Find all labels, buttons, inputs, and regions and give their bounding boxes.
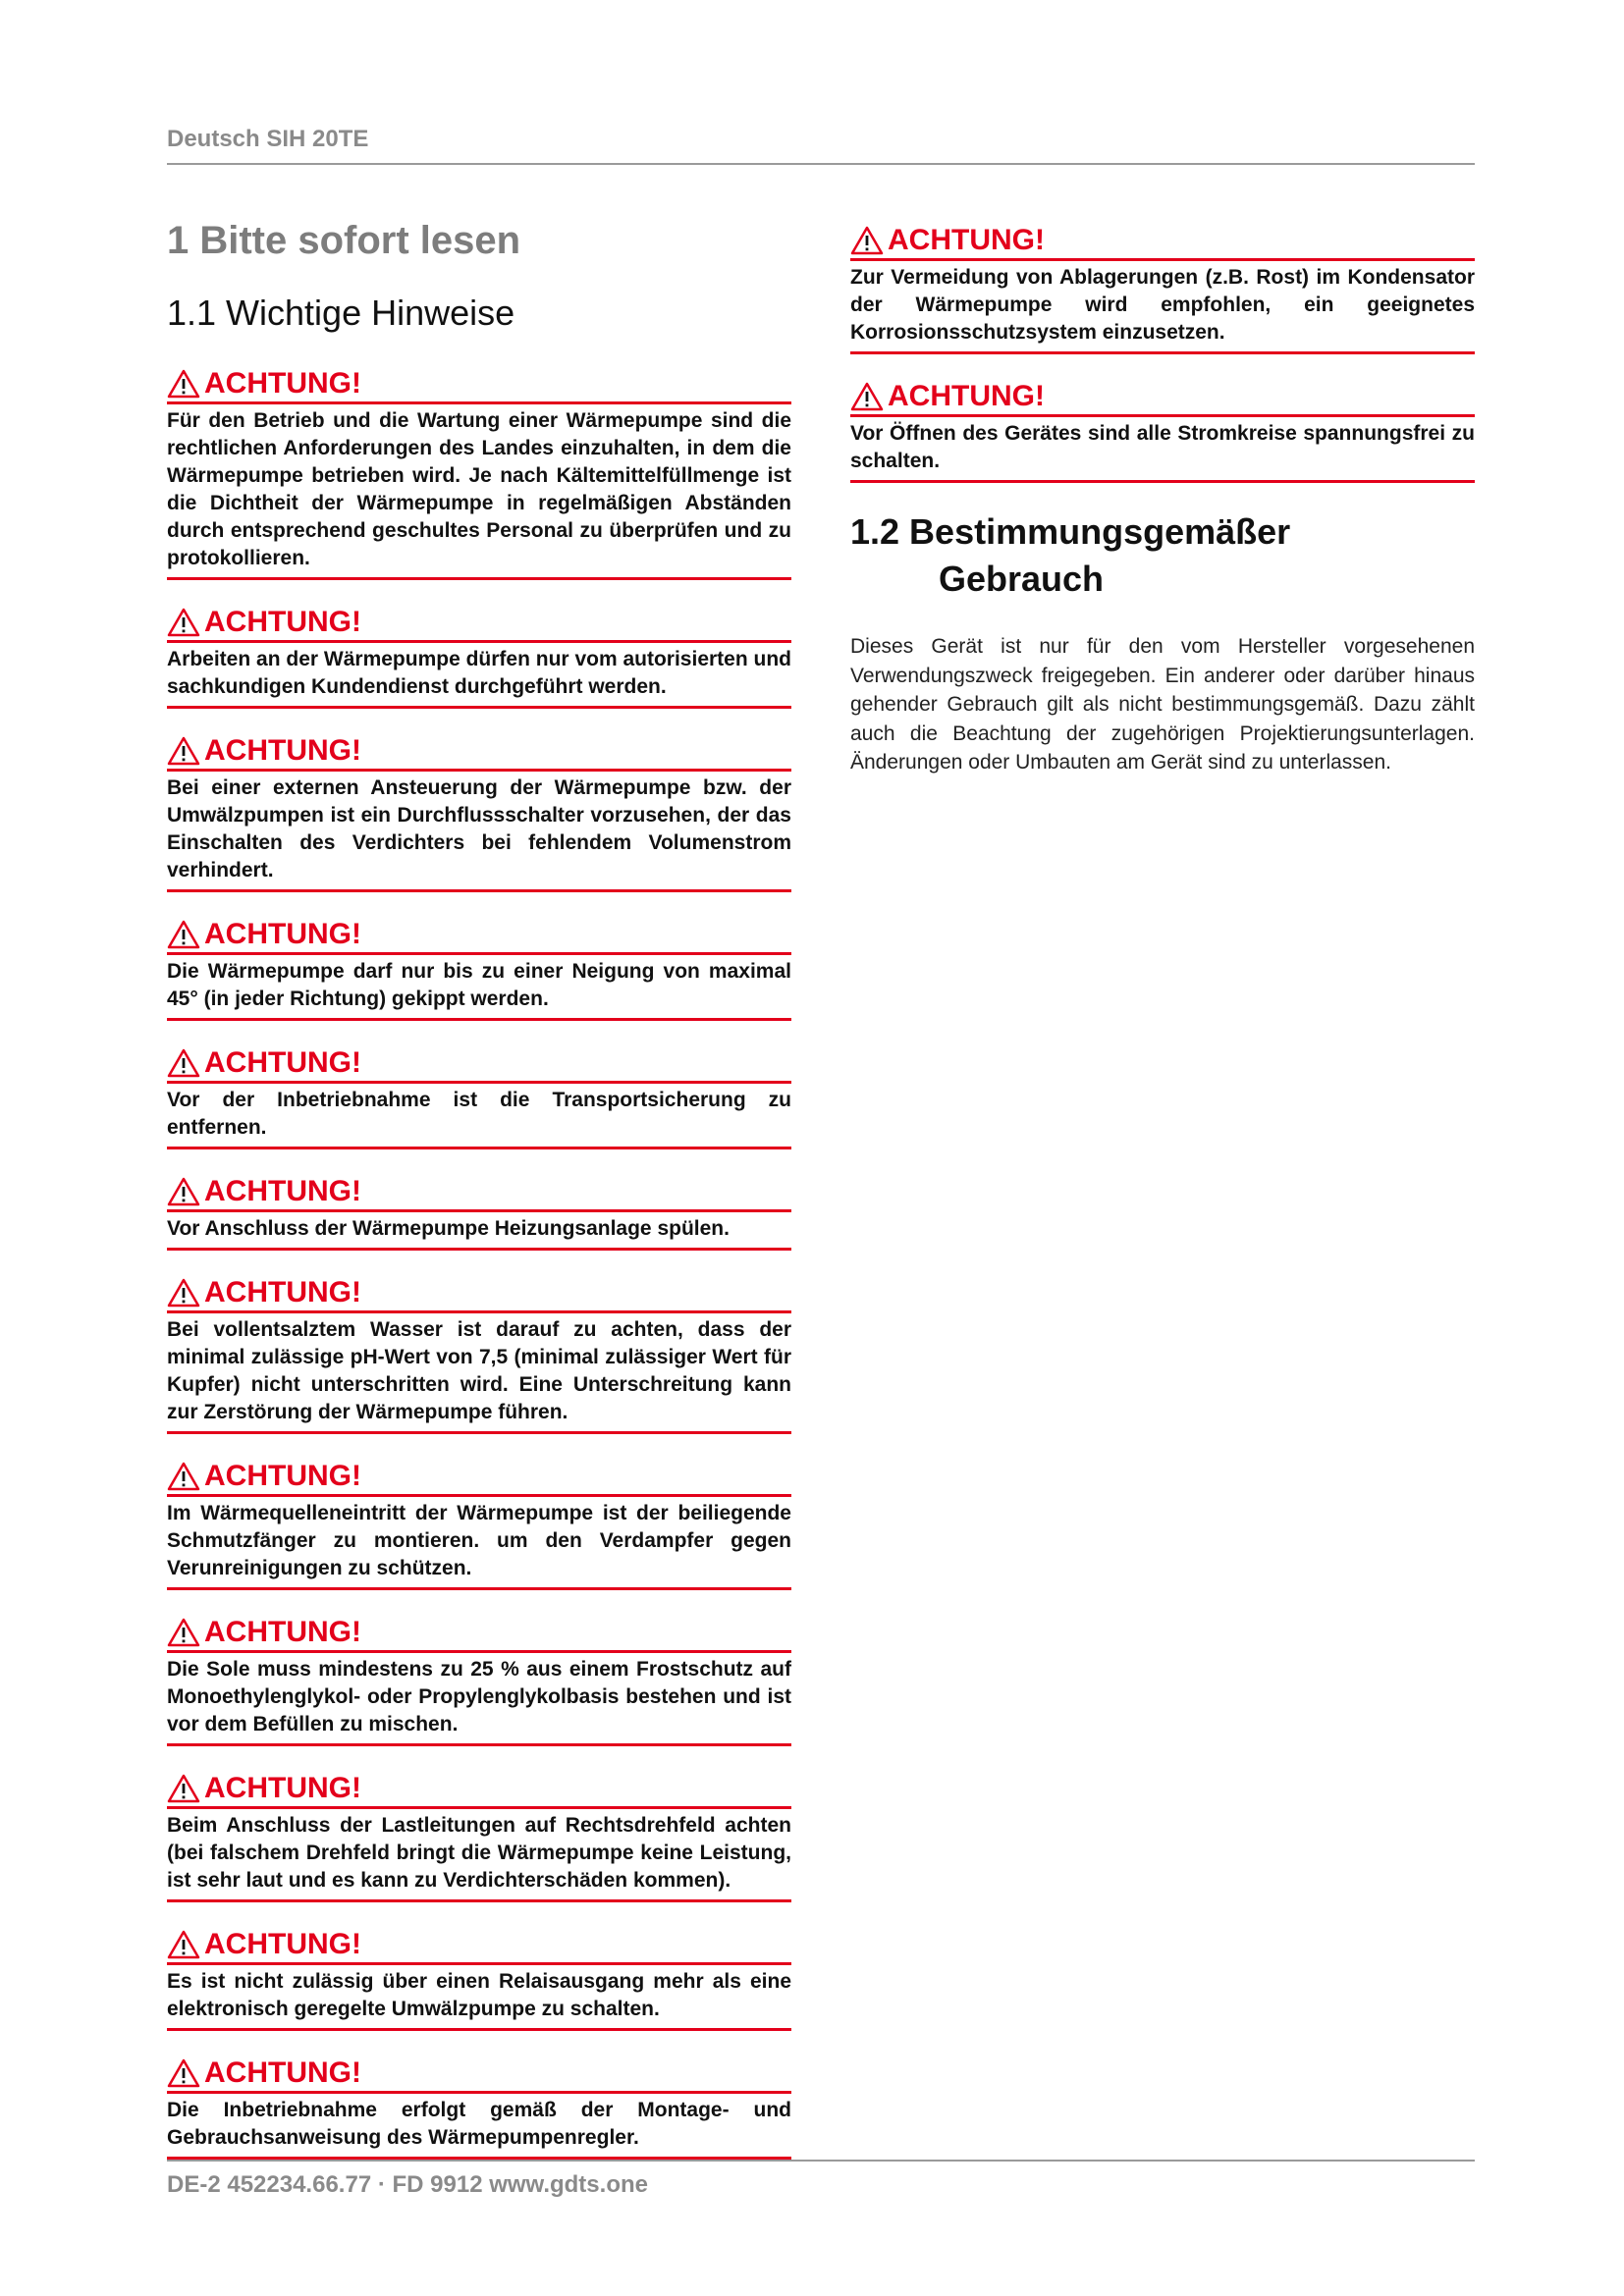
warning-block	[167, 918, 791, 1021]
warning-block	[167, 734, 791, 892]
warning-header	[167, 1046, 791, 1084]
warning-title: ACHTUNG!	[204, 1460, 361, 1492]
warning-triangle-icon	[167, 1177, 200, 1206]
warning-text: Arbeiten an der Wärmepumpe dürfen nur vom autorisierten und sachkundigen Kundendienst durchgeführt werden.	[167, 643, 791, 709]
page-footer: DE-2 452234.66.77 · FD 9912 www.gdts.one	[167, 2171, 648, 2198]
warning-block	[850, 224, 1475, 354]
warning-header	[167, 1616, 791, 1653]
warning-title: ACHTUNG!	[204, 2056, 361, 2089]
intended-use-paragraph: Dieses Gerät ist nur für den vom Hersteller vorgesehenen Verwendungszweck freigegeben. Ein anderer oder darüber hinaus gehender Gebrauch gilt als nicht bestimmungsgemäß. Dazu zählt auch die Beachtung der zugehörigen Projektierungsunterlagen. Änderungen oder Umbauten am Gerät sind zu unterlassen.	[850, 635, 1475, 774]
warning-title: ACHTUNG!	[204, 606, 361, 638]
warning-triangle-icon	[167, 1774, 200, 1803]
warning-header	[850, 380, 1475, 417]
warning-text: Beim Anschluss der Lastleitungen auf Rechtsdrehfeld achten (bei falschem Drehfeld bringt die Wärmepumpe keine Leistung, ist sehr laut und es kann zu Verdichterschäden kommen).	[167, 1809, 791, 1902]
warning-title: ACHTUNG!	[204, 1175, 361, 1207]
warning-block	[167, 367, 791, 580]
warning-title: ACHTUNG!	[204, 367, 361, 400]
warning-triangle-icon	[167, 1462, 200, 1491]
warning-triangle-icon	[167, 1930, 200, 1959]
warning-text: Bei vollentsalztem Wasser ist darauf zu achten, dass der minimal zulässige pH-Wert von 7,5 (minimal zulässiger Wert für Kupfer) nicht unterschritten wird. Eine Unterschreitung kann zur Zerstörung der Wärmepumpe führen.	[167, 1313, 791, 1434]
right-column	[850, 224, 1475, 798]
warning-text: Die Wärmepumpe darf nur bis zu einer Neigung von maximal 45° (in jeder Richtung) gekippt werden.	[167, 955, 791, 1021]
warning-triangle-icon	[167, 608, 200, 637]
warning-text: Die Inbetriebnahme erfolgt gemäß der Montage- und Gebrauchsanweisung des Wärmepumpenregler.	[167, 2094, 791, 2160]
warning-triangle-icon	[167, 2058, 200, 2088]
warning-header	[167, 918, 791, 955]
warning-header	[167, 1175, 791, 1212]
warning-triangle-icon	[850, 226, 884, 255]
header-rule	[167, 163, 1475, 165]
section-title-line1: 1.2 Bestimmungsgemäßer	[850, 511, 1291, 552]
section-title-gebrauch	[850, 508, 1475, 603]
warning-text: Es ist nicht zulässig über einen Relaisausgang mehr als eine elektronisch geregelte Umwälzpumpe zu schalten.	[167, 1965, 791, 2031]
warning-block	[167, 1175, 791, 1251]
warning-block	[850, 380, 1475, 483]
warning-block	[167, 1616, 791, 1746]
section-title-line2: Gebrauch	[939, 559, 1105, 599]
warning-header	[167, 606, 791, 643]
warning-list-left	[167, 367, 791, 2160]
warning-header	[167, 367, 791, 404]
warning-header	[167, 2056, 791, 2094]
warning-triangle-icon	[167, 736, 200, 766]
warning-text: Im Wärmequelleneintritt der Wärmepumpe ist der beiliegende Schmutzfänger zu montieren. um den Verdampfer gegen Verunreinigungen zu schützen.	[167, 1497, 791, 1590]
warning-title: ACHTUNG!	[204, 918, 361, 950]
warning-header	[167, 734, 791, 772]
warning-triangle-icon	[167, 1618, 200, 1647]
warning-text: Bei einer externen Ansteuerung der Wärmepumpe bzw. der Umwälzpumpen ist ein Durchflussschalter vorzusehen, der das Einschalten des Verdichters bei fehlendem Volumenstrom verhindert.	[167, 772, 791, 892]
warning-triangle-icon	[167, 1048, 200, 1078]
warning-title: ACHTUNG!	[888, 224, 1045, 256]
warning-text: Zur Vermeidung von Ablagerungen (z.B. Rost) im Kondensator der Wärmepumpe wird empfohlen, ein geeignetes Korrosionsschutzsystem einzusetzen.	[850, 261, 1475, 354]
warning-header	[167, 1460, 791, 1497]
warning-block	[167, 1772, 791, 1902]
warning-block	[167, 1928, 791, 2031]
warning-title: ACHTUNG!	[204, 1616, 361, 1648]
warning-header	[167, 1276, 791, 1313]
warning-block	[167, 1046, 791, 1149]
warning-block	[167, 1276, 791, 1434]
warning-title: ACHTUNG!	[204, 734, 361, 767]
warning-title: ACHTUNG!	[204, 1772, 361, 1804]
warning-text: Vor Öffnen des Gerätes sind alle Stromkreise spannungsfrei zu schalten.	[850, 417, 1475, 483]
warning-triangle-icon	[850, 382, 884, 411]
warning-title: ACHTUNG!	[888, 380, 1045, 412]
warning-block	[167, 2056, 791, 2160]
warning-block	[167, 1460, 791, 1590]
warning-triangle-icon	[167, 1278, 200, 1308]
warning-block	[167, 606, 791, 709]
warning-header	[167, 1928, 791, 1965]
warning-title: ACHTUNG!	[204, 1928, 361, 1960]
warning-text: Vor Anschluss der Wärmepumpe Heizungsanlage spülen.	[167, 1212, 791, 1251]
chapter-title: 1 Bitte sofort lesen	[167, 219, 521, 262]
left-column	[167, 218, 791, 2185]
warning-triangle-icon	[167, 920, 200, 949]
warning-text: Die Sole muss mindestens zu 25 % aus einem Frostschutz auf Monoethylenglykol- oder Propylenglykolbasis bestehen und ist vor dem Befüllen zu mischen.	[167, 1653, 791, 1746]
warning-header	[850, 224, 1475, 261]
warning-text: Für den Betrieb und die Wartung einer Wärmepumpe sind die rechtlichen Anforderungen des Landes einzuhalten, in dem die Wärmepumpe betrieben wird. Je nach Kältemittelfüllmenge ist die Dichtheit der Wärmepumpe in regelmäßigen Abständen durch entsprechend geschultes Personal zu überprüfen und zu protokollieren.	[167, 404, 791, 580]
page-header: Deutsch SIH 20TE	[167, 126, 369, 152]
section-title-hinweise: 1.1 Wichtige Hinweise	[167, 293, 515, 333]
warning-header	[167, 1772, 791, 1809]
warning-list-right	[850, 224, 1475, 483]
warning-text: Vor der Inbetriebnahme ist die Transportsicherung zu entfernen.	[167, 1084, 791, 1149]
warning-triangle-icon	[167, 369, 200, 399]
footer-rule	[167, 2160, 1475, 2162]
warning-title: ACHTUNG!	[204, 1046, 361, 1079]
warning-title: ACHTUNG!	[204, 1276, 361, 1308]
